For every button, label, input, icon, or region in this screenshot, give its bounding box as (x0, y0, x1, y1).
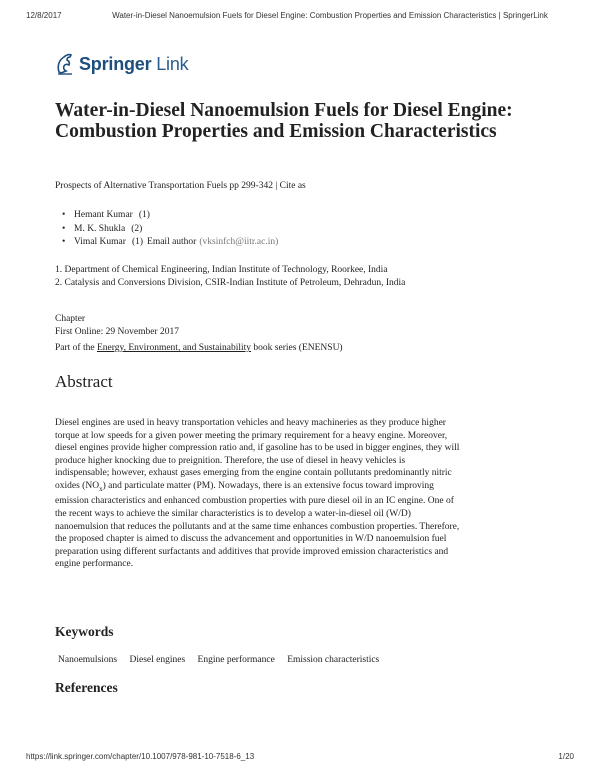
series-link[interactable]: Energy, Environment, and Sustainability (96, 343, 252, 353)
author-name[interactable]: Vimal Kumar (74, 237, 126, 247)
email-author-link[interactable]: Email author (147, 237, 197, 247)
print-page-number: 1/20 (558, 752, 574, 761)
print-url: https://link.springer.com/chapter/10.1007/978-981-10-7518-6_13 (26, 752, 255, 761)
affiliation-1: 1. Department of Chemical Engineering, Indian Institute of Technology, Roorkee, India (55, 265, 388, 275)
keywords-list (58, 655, 389, 665)
keyword[interactable]: Diesel engines (129, 655, 186, 665)
affiliation-2: 2. Catalysis and Conversions Division, CSIR-Indian Institute of Petroleum, Dehradun, India (55, 278, 406, 288)
springerlink-logo[interactable] (55, 52, 188, 76)
print-page-title: Water-in-Diesel Nanoemulsion Fuels for Diesel Engine: Combustion Properties and Emission Characteristics | SpringerLink (112, 11, 548, 20)
first-online-date: First Online: 29 November 2017 (55, 327, 180, 337)
author-affiliation-ref[interactable]: (2) (131, 223, 143, 234)
author-item (74, 237, 278, 251)
keyword[interactable]: Engine performance (197, 655, 275, 665)
abstract-text: Diesel engines are used in heavy transportation vehicles and heavy machineries as they produce higher torque at low speeds for a given power meeting the primary requirement for a heavy engine. Moreover, diesel engines provide higher compression ratio and, if gasoline has to be used in bigger engines, they will produce higher knocking due to preignition. Therefore, the use of diesel in heavy vehicles is indispensable; however, exhaust gases emerging from the engine contain pollutants predominantly nitric oxides $(NO_x)$ and particulate matter (PM). Nowadays, there is an extensive focus toward improving emission characteristics and enhanced combustion properties with pure diesel oil in an IC engine. One of the recent ways to achieve the similar characteristics is to develop a water-in-diesel oil (W/D) nanoemulsion that reduces the pollutants and at the same time enhances combustion properties. Therefore, the proposed chapter is aimed to discuss the advancement and opportunities in W/D nanoemulsion fuel preparation using different surfactants and additives that provide improved emission characteristics and engine performance. (55, 418, 460, 570)
abstract-heading: Abstract (55, 372, 113, 391)
book-info[interactable]: Prospects of Alternative Transportation Fuels pp 299-342 | Cite as (55, 181, 306, 191)
affiliations (55, 264, 475, 290)
author-list (74, 210, 278, 251)
keywords-heading: Keywords (55, 624, 114, 639)
author-item (74, 224, 278, 238)
brand-name: Springer Link (79, 53, 189, 74)
author-affiliation-ref[interactable]: (1) (131, 237, 144, 247)
author-affiliation-ref[interactable]: (1) (138, 210, 150, 220)
series-prefix: Part of the (55, 343, 95, 353)
references-heading: References (55, 680, 118, 695)
chapter-title: Water-in-Diesel Nanoemulsion Fuels for Diesel Engine: Combustion Properties and Emission Characteristics (55, 100, 513, 142)
keyword[interactable]: Emission characteristics (287, 655, 380, 665)
chapter-meta (55, 313, 179, 339)
series-info (55, 343, 343, 353)
author-item (74, 210, 278, 224)
springer-horse-icon (55, 52, 75, 76)
author-email[interactable]: (vksinfch@iitr.ac.in) (199, 237, 279, 247)
print-date: 12/8/2017 (26, 11, 62, 20)
author-name[interactable]: M. K. Shukla (74, 223, 126, 234)
chapter-type: Chapter (55, 314, 86, 324)
series-suffix: book series (ENENSU) (253, 343, 343, 353)
keyword[interactable]: Nanoemulsions (58, 655, 118, 665)
author-name[interactable]: Hemant Kumar (74, 210, 133, 220)
